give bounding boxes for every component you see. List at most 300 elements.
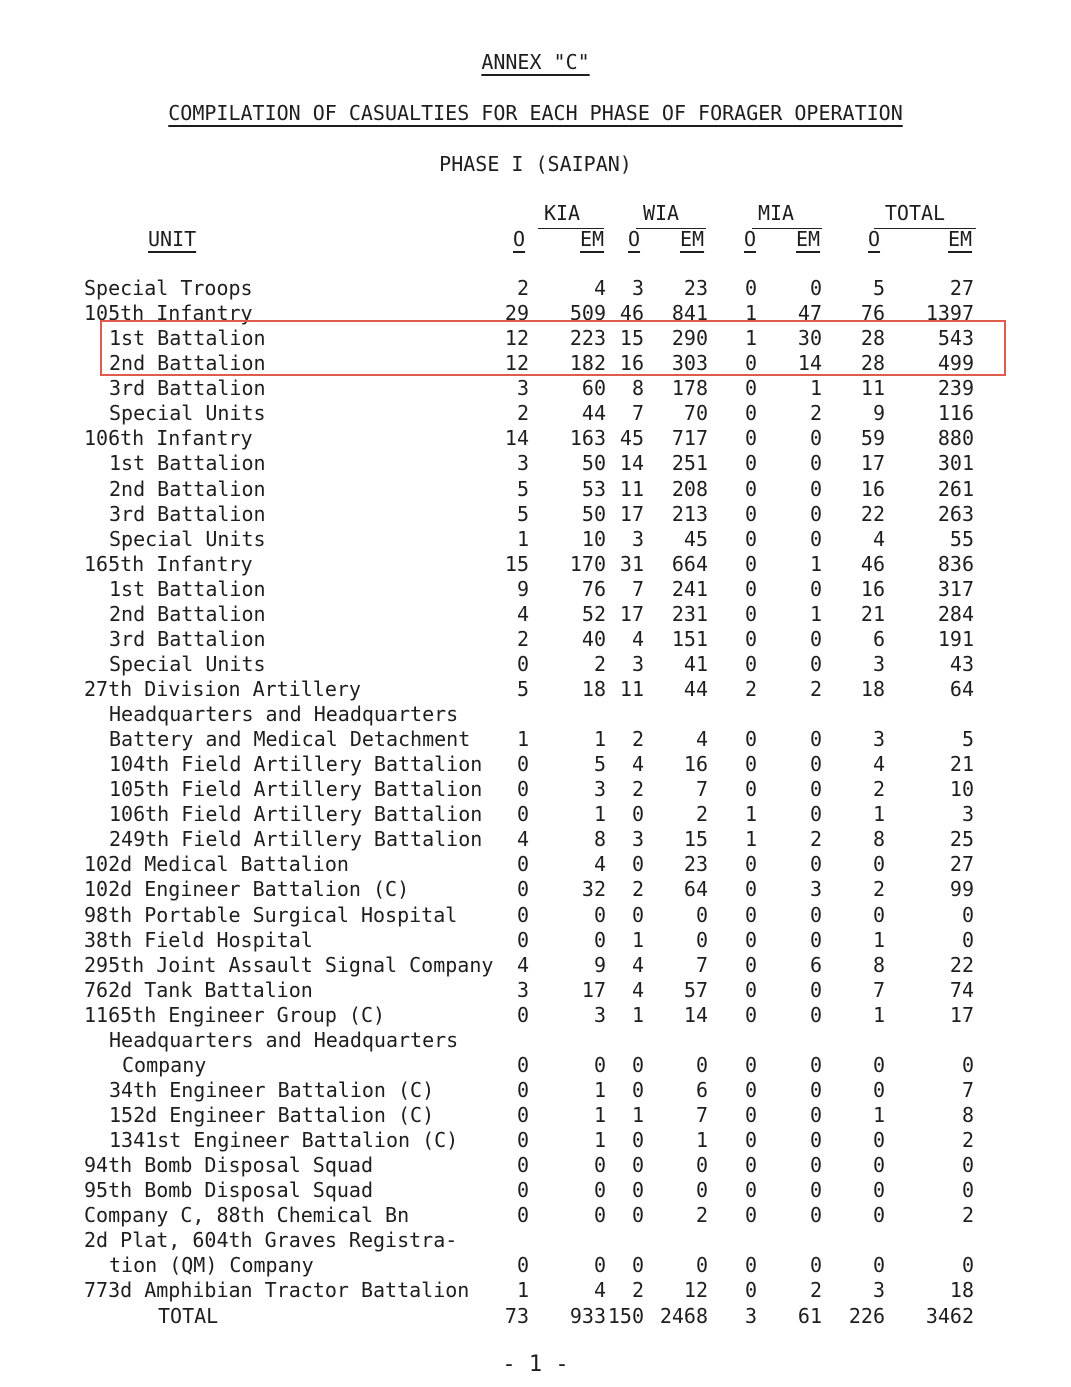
mia-em-cell: 61 bbox=[797, 1303, 822, 1328]
wia-o-header: O bbox=[628, 227, 641, 251]
total-o-cell: 1 bbox=[872, 802, 885, 827]
unit-name: Special Units bbox=[109, 651, 266, 676]
mia-header: MIA bbox=[757, 201, 795, 225]
total-o-cell: 0 bbox=[872, 1077, 885, 1102]
kia-o-cell: 0 bbox=[516, 1153, 529, 1178]
total-em-cell: 3462 bbox=[925, 1303, 974, 1328]
wia-o-cell: 0 bbox=[631, 852, 644, 877]
kia-o-cell: 0 bbox=[516, 1077, 529, 1102]
page-number: - 1 - bbox=[502, 1352, 569, 1377]
table-row bbox=[0, 627, 1071, 652]
wia-o-cell: 0 bbox=[631, 1178, 644, 1203]
wia-o-cell: 2 bbox=[631, 1278, 644, 1303]
unit-name: 1st Battalion bbox=[109, 576, 266, 601]
wia-o-cell: 11 bbox=[619, 476, 644, 501]
table-row bbox=[0, 953, 1071, 978]
unit-name: Headquarters and Headquarters bbox=[109, 1027, 459, 1052]
wia-em-cell: 41 bbox=[683, 651, 708, 676]
mia-o-cell: 1 bbox=[744, 827, 757, 852]
mia-o-cell: 0 bbox=[744, 1253, 757, 1278]
unit-name: 94th Bomb Disposal Squad bbox=[84, 1153, 373, 1178]
total-o-cell: 2 bbox=[872, 777, 885, 802]
kia-em-cell: 223 bbox=[569, 326, 606, 351]
mia-o-cell: 0 bbox=[744, 351, 757, 376]
unit-name: 1341st Engineer Battalion (C) bbox=[109, 1128, 459, 1152]
mia-o-cell: 0 bbox=[744, 877, 757, 902]
mia-o-cell: 0 bbox=[744, 451, 757, 476]
table-row bbox=[0, 276, 1071, 301]
unit-name: 762d Tank Battalion bbox=[84, 977, 313, 1002]
kia-o-cell: 15 bbox=[504, 551, 529, 576]
kia-em-cell: 60 bbox=[581, 376, 606, 401]
wia-header: WIA bbox=[642, 201, 680, 225]
mia-em-cell: 30 bbox=[797, 326, 822, 351]
total-o-cell: 1 bbox=[872, 1002, 885, 1027]
table-row bbox=[0, 1228, 1071, 1253]
kia-em-cell: 53 bbox=[581, 476, 606, 501]
kia-em-cell: 0 bbox=[593, 927, 606, 952]
table-row bbox=[0, 903, 1071, 928]
total-em-cell: 99 bbox=[949, 877, 974, 902]
unit-name: 295th Joint Assault Signal Company bbox=[84, 952, 494, 977]
unit-name: 105th Infantry bbox=[84, 301, 253, 326]
total-row bbox=[0, 1304, 1071, 1329]
kia-o-cell: 29 bbox=[504, 301, 529, 326]
table-row bbox=[0, 1078, 1071, 1103]
kia-em-cell: 1 bbox=[593, 727, 606, 752]
mia-em-cell: 0 bbox=[809, 927, 822, 952]
mia-o-cell: 0 bbox=[744, 426, 757, 451]
total-em-header: EM bbox=[948, 227, 973, 251]
wia-em-cell: 0 bbox=[695, 927, 708, 952]
mia-em-cell: 0 bbox=[809, 501, 822, 526]
table-row bbox=[0, 1153, 1071, 1178]
table-row bbox=[0, 477, 1071, 502]
wia-em-cell: 23 bbox=[683, 852, 708, 877]
total-em-cell: 55 bbox=[949, 526, 974, 551]
total-em-cell: 22 bbox=[949, 952, 974, 977]
table-row bbox=[0, 1253, 1071, 1278]
wia-o-cell: 4 bbox=[631, 977, 644, 1002]
kia-em-cell: 0 bbox=[593, 1052, 606, 1077]
table-row bbox=[0, 752, 1071, 777]
kia-o-cell: 2 bbox=[516, 401, 529, 426]
mia-em-cell: 0 bbox=[809, 626, 822, 651]
kia-em-cell: 1 bbox=[593, 1103, 606, 1127]
total-o-cell: 28 bbox=[860, 326, 885, 351]
wia-em-cell: 290 bbox=[671, 326, 708, 351]
mia-em-cell: 0 bbox=[809, 276, 822, 300]
mia-em-cell: 0 bbox=[809, 1153, 822, 1178]
wia-em-cell: 4 bbox=[695, 727, 708, 752]
kia-em-cell: 933 bbox=[569, 1303, 606, 1328]
kia-o-cell: 73 bbox=[504, 1303, 529, 1328]
table-row bbox=[0, 577, 1071, 602]
wia-em-cell: 0 bbox=[695, 1253, 708, 1278]
unit-name: Special Units bbox=[109, 401, 266, 426]
kia-o-cell: 3 bbox=[516, 376, 529, 401]
mia-o-header: O bbox=[744, 227, 757, 251]
kia-o-cell: 0 bbox=[516, 1103, 529, 1127]
mia-em-cell: 0 bbox=[809, 727, 822, 752]
mia-o-cell: 0 bbox=[744, 1278, 757, 1303]
unit-name: 1st Battalion bbox=[109, 326, 266, 351]
mia-o-cell: 1 bbox=[744, 301, 757, 326]
table-row bbox=[0, 677, 1071, 702]
wia-em-cell: 0 bbox=[695, 1153, 708, 1178]
kia-em-cell: 163 bbox=[569, 426, 606, 451]
wia-em-cell: 841 bbox=[671, 301, 708, 326]
table-row bbox=[0, 552, 1071, 577]
wia-o-cell: 0 bbox=[631, 1153, 644, 1178]
unit-name: 3rd Battalion bbox=[109, 376, 266, 401]
wia-em-cell: 2 bbox=[695, 1203, 708, 1228]
unit-name: 2nd Battalion bbox=[109, 601, 266, 626]
mia-em-cell: 0 bbox=[809, 451, 822, 476]
wia-o-cell: 7 bbox=[631, 576, 644, 601]
mia-o-cell: 0 bbox=[744, 1077, 757, 1102]
wia-em-cell: 70 bbox=[683, 401, 708, 426]
kia-em-cell: 52 bbox=[581, 601, 606, 626]
wia-em-cell: 12 bbox=[683, 1278, 708, 1303]
wia-o-cell: 1 bbox=[631, 1002, 644, 1027]
kia-o-cell: 0 bbox=[516, 877, 529, 902]
wia-em-cell: 44 bbox=[683, 677, 708, 701]
total-o-cell: 8 bbox=[872, 827, 885, 852]
kia-em-cell: 8 bbox=[593, 827, 606, 852]
total-o-cell: 0 bbox=[872, 902, 885, 927]
unit-name: Special Units bbox=[109, 526, 266, 551]
kia-o-header: O bbox=[513, 227, 526, 251]
wia-em-cell: 16 bbox=[683, 752, 708, 777]
mia-o-cell: 0 bbox=[744, 1128, 757, 1152]
table-row bbox=[0, 527, 1071, 552]
wia-o-cell: 0 bbox=[631, 1128, 644, 1152]
mia-o-cell: 0 bbox=[744, 1203, 757, 1228]
unit-name: 1165th Engineer Group (C) bbox=[84, 1002, 386, 1027]
mia-em-cell: 2 bbox=[809, 827, 822, 852]
total-o-cell: 0 bbox=[872, 1178, 885, 1203]
total-em-cell: 25 bbox=[949, 827, 974, 852]
kia-o-cell: 0 bbox=[516, 1002, 529, 1027]
kia-o-cell: 2 bbox=[516, 626, 529, 651]
table-row bbox=[0, 1128, 1071, 1153]
kia-em-cell: 40 bbox=[581, 626, 606, 651]
wia-em-cell: 23 bbox=[683, 276, 708, 300]
unit-name: 102d Engineer Battalion (C) bbox=[84, 877, 410, 902]
wia-o-cell: 2 bbox=[631, 777, 644, 802]
total-o-cell: 4 bbox=[872, 526, 885, 551]
unit-name: Headquarters and Headquarters bbox=[109, 702, 459, 726]
total-o-cell: 22 bbox=[860, 501, 885, 526]
kia-em-cell: 0 bbox=[593, 1153, 606, 1178]
table-row bbox=[0, 502, 1071, 527]
unit-name: 95th Bomb Disposal Squad bbox=[84, 1178, 373, 1203]
total-o-cell: 0 bbox=[872, 1203, 885, 1228]
kia-header: KIA bbox=[543, 201, 581, 225]
phase-heading: PHASE I (SAIPAN) bbox=[439, 152, 632, 176]
wia-em-cell: 45 bbox=[683, 526, 708, 551]
kia-o-cell: 4 bbox=[516, 601, 529, 626]
kia-em-header: EM bbox=[580, 227, 605, 251]
total-o-cell: 226 bbox=[848, 1303, 885, 1328]
total-em-cell: 2 bbox=[961, 1128, 974, 1152]
wia-o-cell: 2 bbox=[631, 877, 644, 902]
table-row bbox=[0, 602, 1071, 627]
mia-o-cell: 0 bbox=[744, 727, 757, 752]
mia-em-cell: 0 bbox=[809, 526, 822, 551]
total-em-cell: 10 bbox=[949, 777, 974, 802]
total-o-cell: 4 bbox=[872, 752, 885, 777]
wia-em-cell: 251 bbox=[671, 451, 708, 476]
total-em-cell: 543 bbox=[937, 326, 974, 351]
total-o-cell: 2 bbox=[872, 877, 885, 902]
unit-name: 249th Field Artillery Battalion bbox=[109, 827, 483, 852]
wia-em-cell: 6 bbox=[695, 1077, 708, 1102]
unit-name: 105th Field Artillery Battalion bbox=[109, 777, 483, 802]
kia-em-cell: 182 bbox=[569, 351, 606, 376]
total-em-cell: 317 bbox=[937, 576, 974, 601]
wia-em-cell: 0 bbox=[695, 902, 708, 927]
mia-o-cell: 0 bbox=[744, 626, 757, 651]
table-row bbox=[0, 928, 1071, 953]
total-em-cell: 2 bbox=[961, 1203, 974, 1228]
kia-o-cell: 5 bbox=[516, 501, 529, 526]
mia-o-cell: 0 bbox=[744, 927, 757, 952]
total-em-cell: 191 bbox=[937, 626, 974, 651]
wia-o-cell: 3 bbox=[631, 827, 644, 852]
unit-name: 34th Engineer Battalion (C) bbox=[109, 1077, 435, 1102]
total-em-cell: 0 bbox=[961, 1052, 974, 1077]
total-o-cell: 7 bbox=[872, 977, 885, 1002]
mia-em-cell: 14 bbox=[797, 351, 822, 376]
total-em-cell: 0 bbox=[961, 902, 974, 927]
kia-o-cell: 4 bbox=[516, 952, 529, 977]
wia-em-header: EM bbox=[680, 227, 705, 251]
wia-em-cell: 15 bbox=[683, 827, 708, 852]
table-row bbox=[0, 802, 1071, 827]
kia-o-cell: 1 bbox=[516, 1278, 529, 1303]
kia-em-cell: 50 bbox=[581, 501, 606, 526]
total-em-cell: 284 bbox=[937, 601, 974, 626]
kia-em-cell: 0 bbox=[593, 1203, 606, 1228]
total-o-cell: 0 bbox=[872, 1128, 885, 1152]
table-row bbox=[0, 852, 1071, 877]
wia-o-cell: 15 bbox=[619, 326, 644, 351]
wia-o-cell: 46 bbox=[619, 301, 644, 326]
kia-o-cell: 0 bbox=[516, 927, 529, 952]
wia-em-cell: 57 bbox=[683, 977, 708, 1002]
total-em-cell: 0 bbox=[961, 1253, 974, 1278]
wia-em-cell: 0 bbox=[695, 1052, 708, 1077]
table-row bbox=[0, 827, 1071, 852]
total-em-cell: 8 bbox=[961, 1103, 974, 1127]
kia-em-cell: 1 bbox=[593, 802, 606, 827]
mia-em-cell: 0 bbox=[809, 1103, 822, 1127]
wia-o-cell: 150 bbox=[607, 1303, 644, 1328]
mia-o-cell: 0 bbox=[744, 651, 757, 676]
total-header: TOTAL bbox=[884, 201, 946, 225]
total-o-cell: 46 bbox=[860, 551, 885, 576]
mia-em-cell: 0 bbox=[809, 1002, 822, 1027]
table-row bbox=[0, 652, 1071, 677]
mia-em-cell: 3 bbox=[809, 877, 822, 902]
wia-o-cell: 0 bbox=[631, 1203, 644, 1228]
total-em-cell: 74 bbox=[949, 977, 974, 1002]
mia-o-cell: 0 bbox=[744, 1178, 757, 1203]
table-row bbox=[0, 727, 1071, 752]
unit-name: 27th Division Artillery bbox=[84, 677, 361, 701]
document-title: COMPILATION OF CASUALTIES FOR EACH PHASE OF FORAGER OPERATION bbox=[168, 101, 903, 125]
wia-em-cell: 0 bbox=[695, 1178, 708, 1203]
total-o-cell: 9 bbox=[872, 401, 885, 426]
mia-em-cell: 0 bbox=[809, 576, 822, 601]
kia-o-cell: 2 bbox=[516, 276, 529, 300]
total-em-cell: 64 bbox=[949, 677, 974, 701]
table-row bbox=[0, 702, 1071, 727]
total-o-cell: 17 bbox=[860, 451, 885, 476]
unit-name: TOTAL bbox=[158, 1303, 219, 1328]
kia-em-cell: 76 bbox=[581, 576, 606, 601]
mia-em-cell: 0 bbox=[809, 852, 822, 877]
wia-em-cell: 178 bbox=[671, 376, 708, 401]
unit-name: 165th Infantry bbox=[84, 551, 253, 576]
kia-em-cell: 50 bbox=[581, 451, 606, 476]
wia-o-cell: 11 bbox=[619, 677, 644, 701]
kia-em-cell: 10 bbox=[581, 526, 606, 551]
wia-o-cell: 0 bbox=[631, 1253, 644, 1278]
total-em-cell: 0 bbox=[961, 1153, 974, 1178]
unit-header: UNIT bbox=[148, 227, 197, 251]
unit-name: 3rd Battalion bbox=[109, 501, 266, 526]
wia-o-cell: 31 bbox=[619, 551, 644, 576]
table-row bbox=[0, 376, 1071, 401]
unit-name: Company C, 88th Chemical Bn bbox=[84, 1203, 410, 1228]
wia-o-cell: 3 bbox=[631, 276, 644, 300]
mia-o-cell: 0 bbox=[744, 777, 757, 802]
kia-o-cell: 0 bbox=[516, 902, 529, 927]
total-em-cell: 880 bbox=[937, 426, 974, 451]
mia-o-cell: 0 bbox=[744, 977, 757, 1002]
wia-em-cell: 1 bbox=[695, 1128, 708, 1152]
mia-em-cell: 2 bbox=[809, 677, 822, 701]
mia-em-cell: 2 bbox=[809, 1278, 822, 1303]
mia-o-cell: 2 bbox=[744, 677, 757, 701]
kia-em-cell: 44 bbox=[581, 401, 606, 426]
wia-em-cell: 303 bbox=[671, 351, 708, 376]
wia-em-cell: 64 bbox=[683, 877, 708, 902]
total-em-cell: 0 bbox=[961, 1178, 974, 1203]
kia-o-cell: 0 bbox=[516, 777, 529, 802]
kia-em-cell: 0 bbox=[593, 1253, 606, 1278]
mia-em-cell: 0 bbox=[809, 426, 822, 451]
mia-o-cell: 0 bbox=[744, 401, 757, 426]
wia-o-cell: 4 bbox=[631, 752, 644, 777]
mia-o-cell: 0 bbox=[744, 601, 757, 626]
wia-em-cell: 14 bbox=[683, 1002, 708, 1027]
wia-o-cell: 7 bbox=[631, 401, 644, 426]
mia-o-cell: 3 bbox=[744, 1303, 757, 1328]
total-em-cell: 3 bbox=[961, 802, 974, 827]
unit-name: 106th Field Artillery Battalion bbox=[109, 802, 483, 827]
total-o-cell: 11 bbox=[860, 376, 885, 401]
mia-o-cell: 0 bbox=[744, 1002, 757, 1027]
total-em-cell: 27 bbox=[949, 276, 974, 300]
mia-em-cell: 0 bbox=[809, 1128, 822, 1152]
total-o-cell: 3 bbox=[872, 1278, 885, 1303]
unit-name: tion (QM) Company bbox=[109, 1253, 314, 1278]
mia-o-cell: 0 bbox=[744, 1103, 757, 1127]
kia-o-cell: 5 bbox=[516, 476, 529, 501]
kia-em-cell: 3 bbox=[593, 1002, 606, 1027]
wia-em-cell: 664 bbox=[671, 551, 708, 576]
wia-o-cell: 14 bbox=[619, 451, 644, 476]
mia-o-cell: 1 bbox=[744, 802, 757, 827]
kia-o-cell: 0 bbox=[516, 1052, 529, 1077]
wia-o-cell: 2 bbox=[631, 727, 644, 752]
total-o-cell: 3 bbox=[872, 651, 885, 676]
kia-em-cell: 4 bbox=[593, 1278, 606, 1303]
total-em-cell: 261 bbox=[937, 476, 974, 501]
total-o-cell: 1 bbox=[872, 927, 885, 952]
total-o-cell: 21 bbox=[860, 601, 885, 626]
mia-o-cell: 0 bbox=[744, 276, 757, 300]
mia-em-cell: 1 bbox=[809, 551, 822, 576]
mia-em-cell: 0 bbox=[809, 1077, 822, 1102]
wia-o-cell: 17 bbox=[619, 501, 644, 526]
unit-name: 1st Battalion bbox=[109, 451, 266, 476]
wia-o-cell: 1 bbox=[631, 927, 644, 952]
total-em-cell: 43 bbox=[949, 651, 974, 676]
mia-o-cell: 0 bbox=[744, 576, 757, 601]
wia-em-cell: 2 bbox=[695, 802, 708, 827]
kia-em-cell: 0 bbox=[593, 902, 606, 927]
kia-o-cell: 3 bbox=[516, 977, 529, 1002]
table-row bbox=[0, 1178, 1071, 1203]
kia-em-cell: 1 bbox=[593, 1128, 606, 1152]
wia-o-cell: 16 bbox=[619, 351, 644, 376]
mia-o-cell: 1 bbox=[744, 326, 757, 351]
kia-em-cell: 509 bbox=[569, 301, 606, 326]
mia-em-cell: 1 bbox=[809, 376, 822, 401]
mia-o-cell: 0 bbox=[744, 1052, 757, 1077]
unit-name: Special Troops bbox=[84, 276, 253, 300]
table-row bbox=[0, 1278, 1071, 1303]
table-row bbox=[0, 401, 1071, 426]
mia-em-cell: 0 bbox=[809, 902, 822, 927]
total-o-cell: 0 bbox=[872, 1153, 885, 1178]
total-o-cell: 0 bbox=[872, 1052, 885, 1077]
wia-o-cell: 0 bbox=[631, 902, 644, 927]
unit-name: 104th Field Artillery Battalion bbox=[109, 752, 483, 777]
wia-o-cell: 3 bbox=[631, 526, 644, 551]
wia-o-cell: 17 bbox=[619, 601, 644, 626]
table-row bbox=[0, 1028, 1071, 1053]
wia-em-cell: 208 bbox=[671, 476, 708, 501]
mia-o-cell: 0 bbox=[744, 902, 757, 927]
kia-o-cell: 1 bbox=[516, 727, 529, 752]
table-row bbox=[0, 451, 1071, 476]
mia-o-cell: 0 bbox=[744, 1153, 757, 1178]
mia-em-cell: 0 bbox=[809, 1203, 822, 1228]
wia-o-cell: 4 bbox=[631, 626, 644, 651]
wia-em-cell: 7 bbox=[695, 952, 708, 977]
mia-o-cell: 0 bbox=[744, 476, 757, 501]
total-em-cell: 18 bbox=[949, 1278, 974, 1303]
unit-name: 106th Infantry bbox=[84, 426, 253, 451]
total-em-cell: 1397 bbox=[925, 301, 974, 326]
mia-o-cell: 0 bbox=[744, 501, 757, 526]
